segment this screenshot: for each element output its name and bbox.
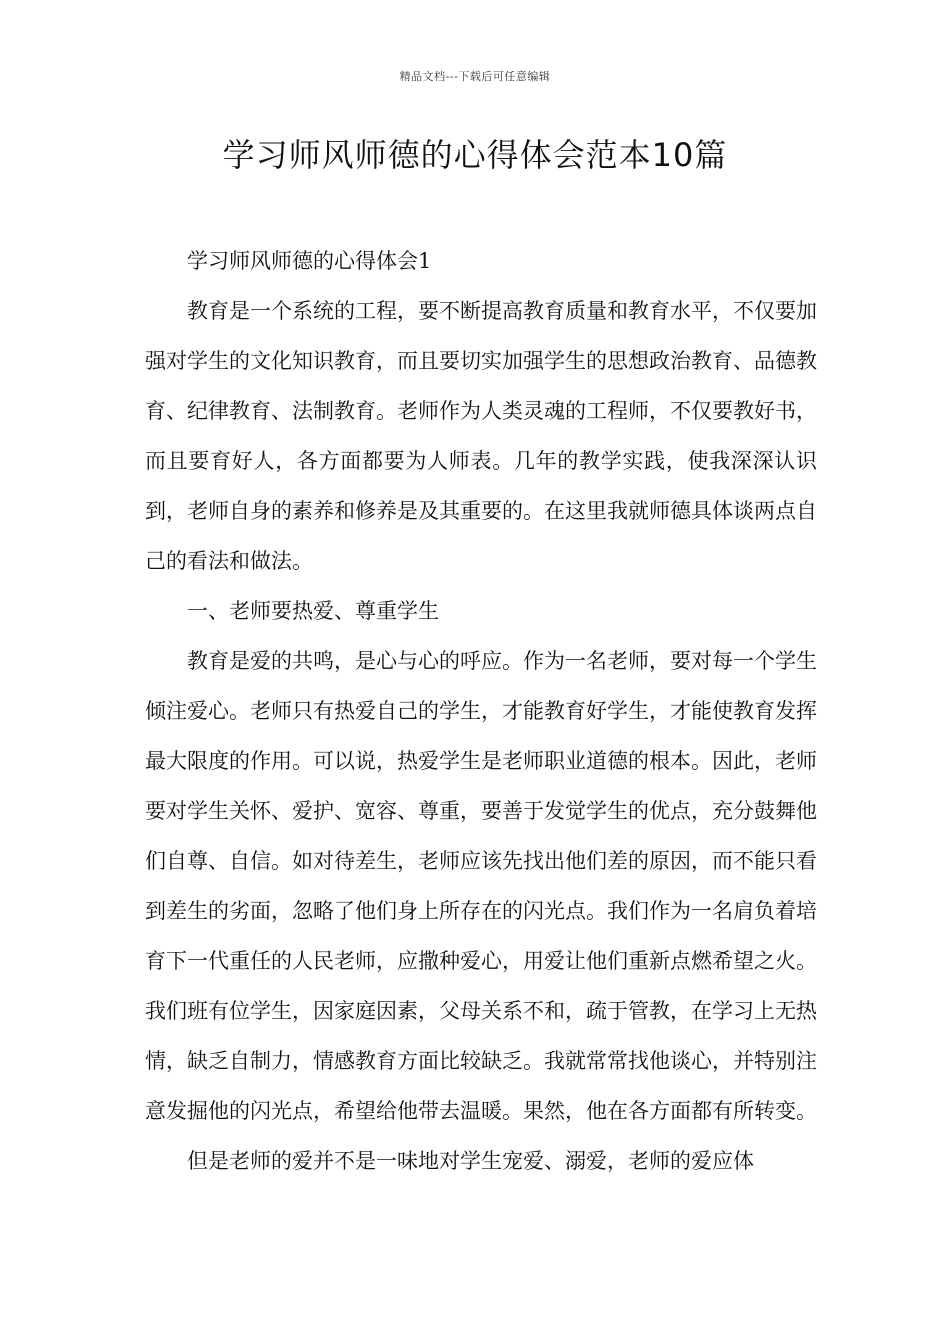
paragraph: 教育是一个系统的工程，要不断提高教育质量和教育水平，不仅要加强对学生的文化知识教育，而且要切实加强学生的思想政治教育、品德教育、纪律教育、法制教育。老师作为人类灵魂的工程师，不仅要教好书，而且要育好人，各方面都要为人师表。几年的教学实践，使我深深认识到，老师自身的素养和修养是及其重要的。在这里我就师德具体谈两点自己的看法和做法。: [145, 299, 817, 573]
subsection-heading: 一、老师要热爱、尊重学生: [187, 599, 439, 623]
paragraph: 教育是爱的共鸣，是心与心的呼应。作为一名老师，要对每一个学生倾注爱心。老师只有热爱自己的学生，才能教育好学生，才能使教育发挥最大限度的作用。可以说，热爱学生是老师职业道德的根本。因此，老师要对学生关怀、爱护、宽容、尊重，要善于发觉学生的优点，充分鼓舞他们自尊、自信。如对待差生，老师应该先找出他们差的原因，而不能只看到差生的劣面，忽略了他们身上所存在的闪光点。我们作为一名肩负着培育下一代重任的人民老师，应撒种爱心，用爱让他们重新点燃希望之火。我们班有位学生，因家庭因素，父母关系不和，疏于管教，在学习上无热情，缺乏自制力，情感教育方面比较缺乏。我就常常找他谈心，并特别注意发掘他的闪光点，希望给他带去温暖。果然，他在各方面都有所转变。: [145, 649, 817, 1123]
document-title: 学习师风师德的心得体会范本10篇: [222, 136, 728, 174]
paragraph: 但是老师的爱并不是一味地对学生宠爱、溺爱，老师的爱应体: [187, 1149, 754, 1173]
section-heading: 学习师风师德的心得体会1: [187, 249, 432, 273]
header-note: 精品文档---下载后可任意编辑: [399, 70, 551, 83]
document-body: [145, 236, 817, 1186]
